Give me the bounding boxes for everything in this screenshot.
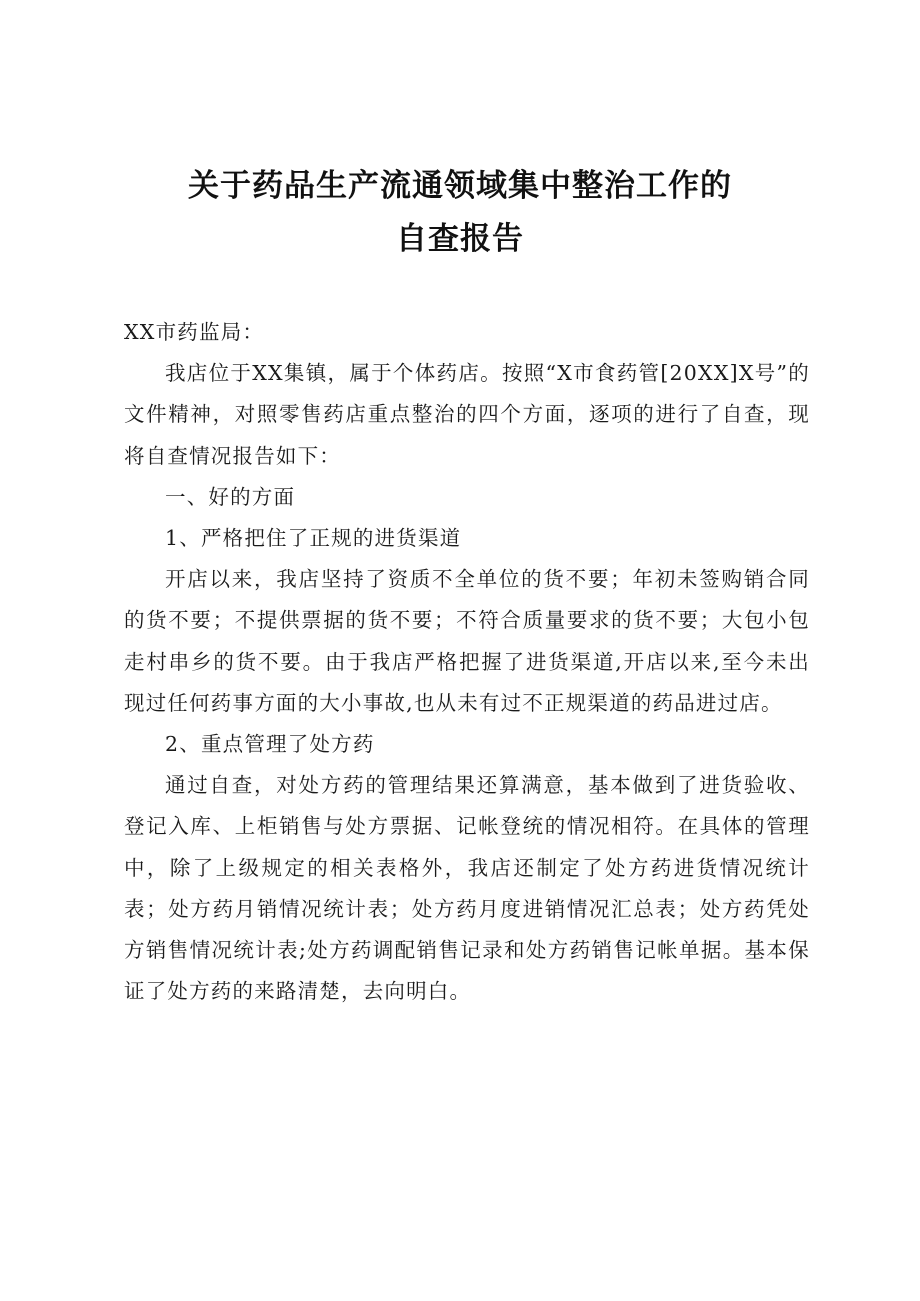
section-heading-positive: 一、好的方面 [165, 484, 296, 509]
paragraph-intro: 我店位于XX集镇，属于个体药店。按照“X市食药管[20XX]X号”的文件精神，对照零售药店重点整治的四个方面，逐项的进行了自查，现将自查情况报告如下： [124, 361, 810, 468]
document-title-line-1: 关于药品生产流通领域集中整治工作的 [188, 168, 732, 204]
salutation: XX市药监局： [124, 320, 265, 344]
paragraph-prescription-drugs: 通过自查，对处方药的管理结果还算满意，基本做到了进货验收、登记入库、上柜销售与处方票据、记帐登统的情况相符。在具体的管理中，除了上级规定的相关表格外，我店还制定了处方药进货情况统计表；处方药月销情况统计表；处方药月度进销情况汇总表；处方药凭处方销售情况统计表;处方药调配销售记录和处方药销售记帐单据。基本保证了处方药的来路清楚，去向明白。 [124, 773, 810, 1004]
document-title-line-2: 自查报告 [396, 221, 524, 257]
paragraph-supply-channels: 开店以来，我店坚持了资质不全单位的货不要；年初未签购销合同的货不要；不提供票据的货不要；不符合质量要求的货不要；大包小包走村串乡的货不要。由于我店严格把握了进货渠道,开店以来,至今未出现过任何药事方面的大小事故,也从未有过不正规渠道的药品进过店。 [124, 567, 810, 715]
document-body [124, 312, 810, 1012]
subsection-heading-supply-channels: 1、严格把住了正规的进货渠道 [165, 526, 462, 551]
subsection-heading-prescription-drugs: 2、重点管理了处方药 [165, 732, 375, 757]
